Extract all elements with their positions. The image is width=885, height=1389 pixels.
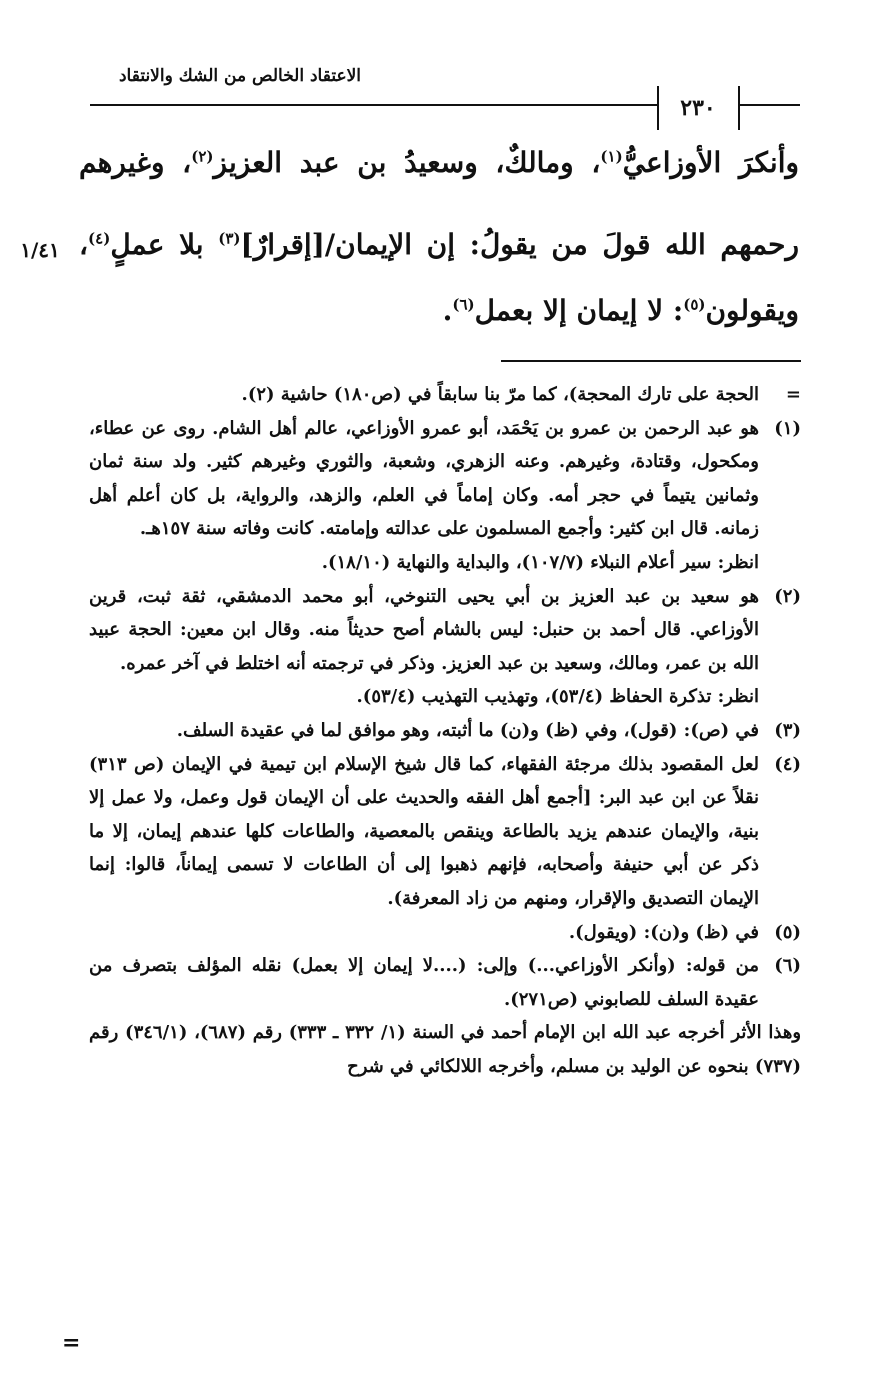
main-text-segment: ، ومالكٌ، وسعيدُ بن عبد العزيز: [213, 146, 601, 179]
main-text-segment: بلا عملٍ: [110, 228, 219, 261]
footnote-text: في (ص): (قول)، وفي (ظ) و(ن) ما أثبته، وهو موافق لما في عقيدة السلف.: [176, 719, 759, 741]
footnote-text: لعل المقصود بذلك مرجئة الفقهاء، كما قال شيخ الإسلام ابن تيمية في الإيمان (ص ٣١٣) نقلاً عن ابن عبد البر: [أجمع أهل الفقه والحديث على أن الإيمان قول وعمل، ولا عمل إلا بنية، والإيمان عندهم يزيد بالطاعة وينقص بالمعصية، والطاعات كلها عندهم إيمان، إلا ما ذكر عن أبي حنيفة وأصحابه، فإنهم ذهبوا إلى أن الطاعات لا تسمى إيماناً، قالوا: إنما الإيمان التصديق والإقرار، ومنهم من زاد المعرفة).: [89, 753, 759, 909]
footnote-number: (١): [774, 417, 801, 439]
footnote-text: الحجة على تارك المحجة)، كما مرّ بنا سابقاً في (ص١٨٠) حاشية (٢).: [241, 384, 759, 405]
continued-on-next-page-mark: =: [62, 1330, 81, 1356]
footnote-ref-2: (٢): [191, 147, 214, 166]
main-text-segment: : لا إيمان إلا بعمل: [474, 294, 684, 327]
footnote-2-reference: انظر: تذكرة الحفاظ (٥٣/٤)، وتهذيب التهذيب (٥٣/٤).: [356, 686, 759, 708]
footnote-number: (٣): [774, 719, 801, 741]
footnote-5: [89, 916, 801, 950]
footnote-1-reference: انظر: سير أعلام النبلاء (١٠٧/٧)، والبداية والنهاية (١٨/١٠).: [321, 551, 759, 573]
footnotes: [89, 378, 801, 1083]
main-text-line-2: [79, 228, 799, 261]
footnote-continuation: [89, 378, 801, 412]
main-text-segment: ، وغيرهم: [79, 146, 192, 179]
footnote-number: (٦): [774, 955, 801, 977]
footnote-2: [89, 580, 801, 681]
footnote-text: وهذا الأثر أخرجه عبد الله ابن الإمام أحمد في السنة (١/ ٣٣٢ ـ ٣٣٣) رقم (٦٨٧)، (٣٤٦/١) رقم (٧٣٧) بنحوه عن الوليد بن مسلم، وأخرجه اللالكائي في شرح: [89, 1022, 802, 1077]
footnote-text: هو عبد الرحمن بن عمرو بن يَحْمَد، أبو عمرو الأوزاعي، عالم أهل الشام. روى عن عطاء، ومكحول، وقتادة، وغيرهم. وعنه الزهري، وشعبة، والثوري وغيرهم كثير. ولد سنة ثمان وثمانين يتيماً في حجر أمه. وكان إماماً في العلم، والزهد، والرواية، بل كان أعلم أهل زمانه. قال ابن كثير: وأجمع المسلمون على عدالته وإمامته. كانت وفاته سنة ١٥٧هـ.: [89, 417, 759, 540]
main-text-segment: وأنكرَ الأوزاعيُّ: [622, 146, 799, 179]
header-rule-left: [90, 104, 657, 106]
footnote-text: هو سعيد بن عبد العزيز بن أبي يحيى التنوخي، أبو محمد الدمشقي، ثقة ثبت، قرين الأوزاعي. قال أحمد بن حنبل: ليس بالشام أصح حديثاً منه. وقال ابن معين: الحجة عبيد الله بن عمر، ومالك، وسعيد بن عبد العزيز. وذكر في ترجمته أنه اختلط في آخر عمره.: [89, 585, 759, 674]
main-text-segment: رحمهم الله قولَ من يقولُ: إن الإيمان/[إقرارٌ]: [240, 228, 799, 261]
main-text-segment: .: [442, 294, 453, 327]
main-text-segment: ،: [79, 228, 89, 261]
header-rule-right: [740, 104, 800, 106]
footnote-3: [89, 714, 801, 748]
main-text-segment: ويقولون: [705, 294, 799, 327]
footnote-ref-4: (٤): [88, 229, 111, 248]
footnote-6: [89, 949, 801, 1016]
footnote-number: (٥): [774, 921, 801, 943]
footnote-number: (٢): [774, 585, 801, 607]
continuation-mark: =: [785, 384, 801, 405]
footnote-ref-3: (٣): [218, 229, 241, 248]
page-number: ٢٣٠: [680, 95, 716, 121]
footnote-6-continuation: [89, 1016, 801, 1083]
header-bar-right: [738, 86, 740, 130]
footnote-4: [89, 748, 801, 916]
footnote-text: من قوله: (وأنكر الأوزاعي...) وإلى: (....لا إيمان إلا بعمل) نقله المؤلف بتصرف من عقيدة السلف للصابوني (ص٢٧١).: [89, 955, 759, 1010]
footnote-separator: [501, 360, 801, 362]
footnote-ref-1: (١): [600, 147, 623, 166]
manuscript-folio-reference: ١/٤١: [20, 238, 60, 262]
footnote-ref-5: (٥): [683, 295, 706, 314]
main-text-line-3: [79, 294, 799, 327]
footnote-ref-6: (٦): [452, 295, 475, 314]
running-header-title: الاعتقاد الخالص من الشك والانتقاد: [118, 66, 362, 86]
footnote-number: (٤): [774, 753, 801, 775]
footnote-1: [89, 412, 801, 546]
header-bar-left: [657, 86, 659, 130]
main-text-line-1: [79, 146, 799, 179]
footnote-text: في (ظ) و(ن): (ويقول).: [568, 921, 759, 943]
